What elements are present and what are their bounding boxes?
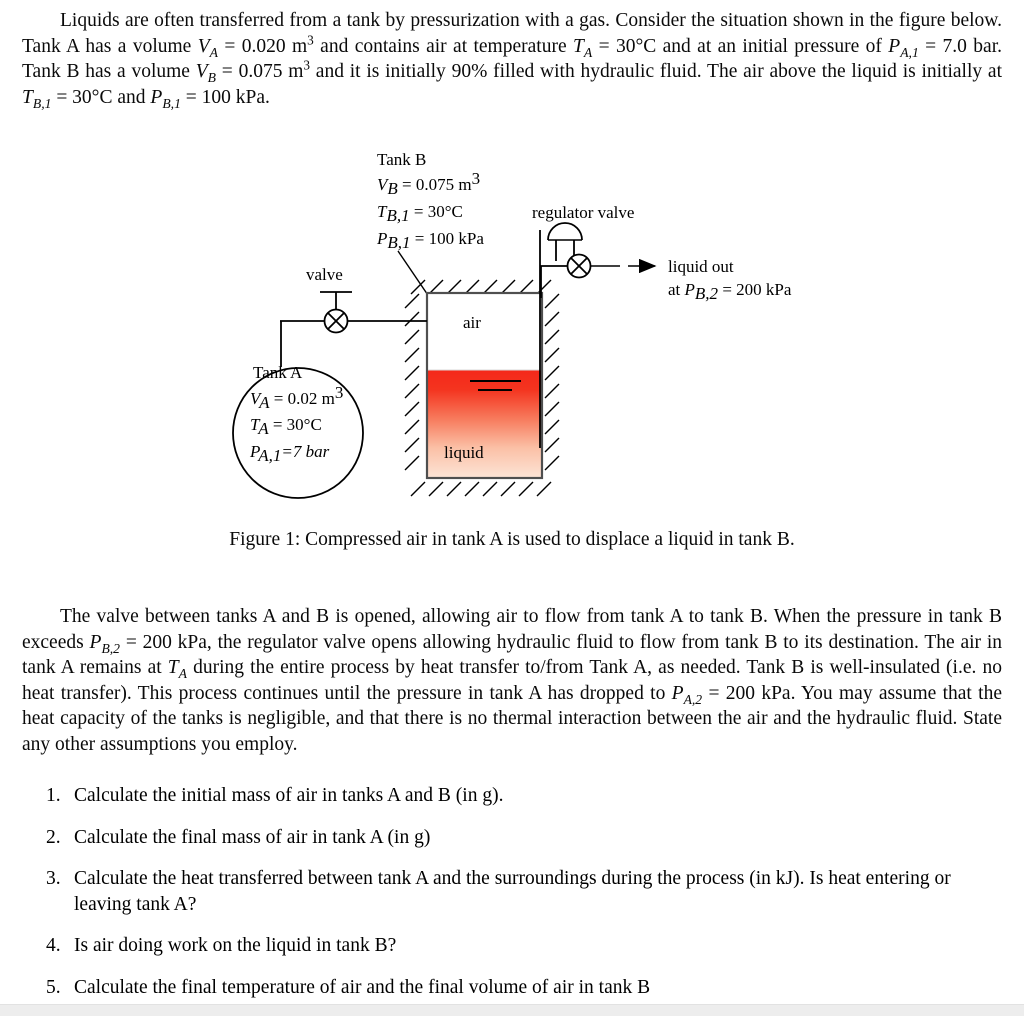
valve-label: valve [306, 265, 343, 284]
list-item-text: Calculate the final mass of air in tank A (in g) [74, 826, 431, 848]
valve-group[interactable] [280, 265, 427, 367]
process-text-4: = 200 kPa. You may assume that the heat capacity of the tanks is negligible, and that there is no thermal interaction between the air and the hydraulic fluid. State any other assumptions you employ. [22, 682, 1002, 755]
tank-b-air-space [428, 294, 541, 370]
intro-text-2: = 0.020 m [217, 35, 308, 57]
list-item [46, 975, 1004, 1001]
var-pa2: $P_{A,2}$ [671, 682, 703, 707]
list-item-number: 3. [46, 868, 61, 889]
intro-text-8: = 30°C and [51, 86, 151, 108]
list-item [46, 783, 1004, 809]
process-text-1: The valve between tanks A and B is opened, allowing air to flow from tank A to tank B. When the pressure in tank B exceeds [22, 606, 1002, 653]
tank-a-volume: VA = 0.02 m3 [250, 383, 344, 412]
regulator-dome-icon [548, 223, 582, 240]
process-text-2: = 200 kPa, the regulator valve opens allowing hydraulic fluid to flow from tank B to its destination. The air in tank A remains at [22, 631, 1002, 678]
list-item-text: Calculate the initial mass of air in tanks A and B (in g). [74, 785, 504, 806]
air-label: air [463, 313, 481, 332]
outlet-pressure-label: at PB,2 = 200 kPa [668, 280, 792, 303]
list-item-number: 1. [46, 785, 61, 806]
regulator-valve-group[interactable] [532, 203, 655, 298]
process-text-3: during the entire process by heat transfer to/from Tank A, as needed. Tank B is well-insulated (i.e. no heat transfer). This process continues until the pressure in tank A has dropped to [22, 657, 1002, 704]
intro-paragraph [22, 8, 1002, 110]
tank-a-title: Tank A [253, 363, 303, 382]
list-item-text: Is air doing work on the liquid in tank B? [74, 935, 397, 956]
tank-a-group [233, 363, 363, 498]
list-item-text: Calculate the heat transferred between tank A and the surroundings during the process (in kJ). Is heat entering or leaving tank A? [74, 868, 951, 915]
list-item-number: 5. [46, 976, 61, 998]
tank-b-label-group [376, 150, 484, 252]
list-item [46, 933, 1004, 959]
var-tb1: $T_{B,1}$ [22, 86, 52, 111]
list-item [46, 866, 1004, 917]
tank-b-temperature: TB,1 = 30°C [377, 202, 463, 225]
var-ta-2: $T_A$ [167, 657, 187, 681]
list-item-number: 4. [46, 935, 61, 956]
var-vb: $V_B$ [195, 61, 217, 85]
list-item-number: 2. [46, 826, 61, 848]
intro-text-7: and it is initially 90% filled with hydraulic fluid. The air above the liquid is initially at [310, 61, 1002, 82]
page-bottom-strip [0, 1004, 1024, 1016]
list-item-text: Calculate the final temperature of air and the final volume of air in tank B [74, 976, 651, 998]
exp-3a: 3 [307, 32, 314, 47]
tank-a-pressure: PA,1=7 bar [250, 442, 330, 465]
exp-3b: 3 [303, 57, 311, 73]
regulator-valve-label: regulator valve [532, 203, 635, 222]
liquid-out-label: liquid out [668, 257, 734, 276]
figure-diagram [0, 130, 1024, 520]
var-pb2: $P_{B,2}$ [89, 631, 121, 656]
list-item [46, 825, 1004, 851]
var-pa1: $P_{A,1}$ [888, 35, 919, 60]
intro-text-6: = 0.075 m [216, 61, 304, 82]
intro-text-4: = 30°C and at an initial pressure of [592, 35, 889, 57]
outlet-label-group [668, 257, 792, 303]
intro-text-5: = 7.0 bar. Tank B has a volume [22, 35, 1002, 82]
intro-text-9: = 100 kPa. [180, 86, 270, 108]
tank-a-temperature: TA = 30°C [250, 415, 322, 438]
intro-text-1: Liquids are often transferred from a tank by pressurization with a gas. Consider the situation shown in the figure below. Tank A has a volume [22, 10, 1002, 57]
liquid-label: liquid [444, 443, 484, 462]
question-list [46, 783, 1004, 1016]
var-pb1: $P_{B,1}$ [150, 86, 181, 111]
var-ta: $T_A$ [572, 35, 593, 60]
var-va: $V_A$ [197, 35, 218, 60]
figure-caption: Figure 1: Compressed air in tank A is used to displace a liquid in tank B. [229, 529, 795, 550]
tank-b-title: Tank B [377, 150, 427, 169]
tank-b-pressure: PB,1 = 100 kPa [377, 229, 484, 252]
process-paragraph [22, 604, 1002, 757]
intro-text-3: and contains air at temperature [313, 35, 573, 57]
tank-b-volume: VB = 0.075 m3 [377, 169, 481, 198]
